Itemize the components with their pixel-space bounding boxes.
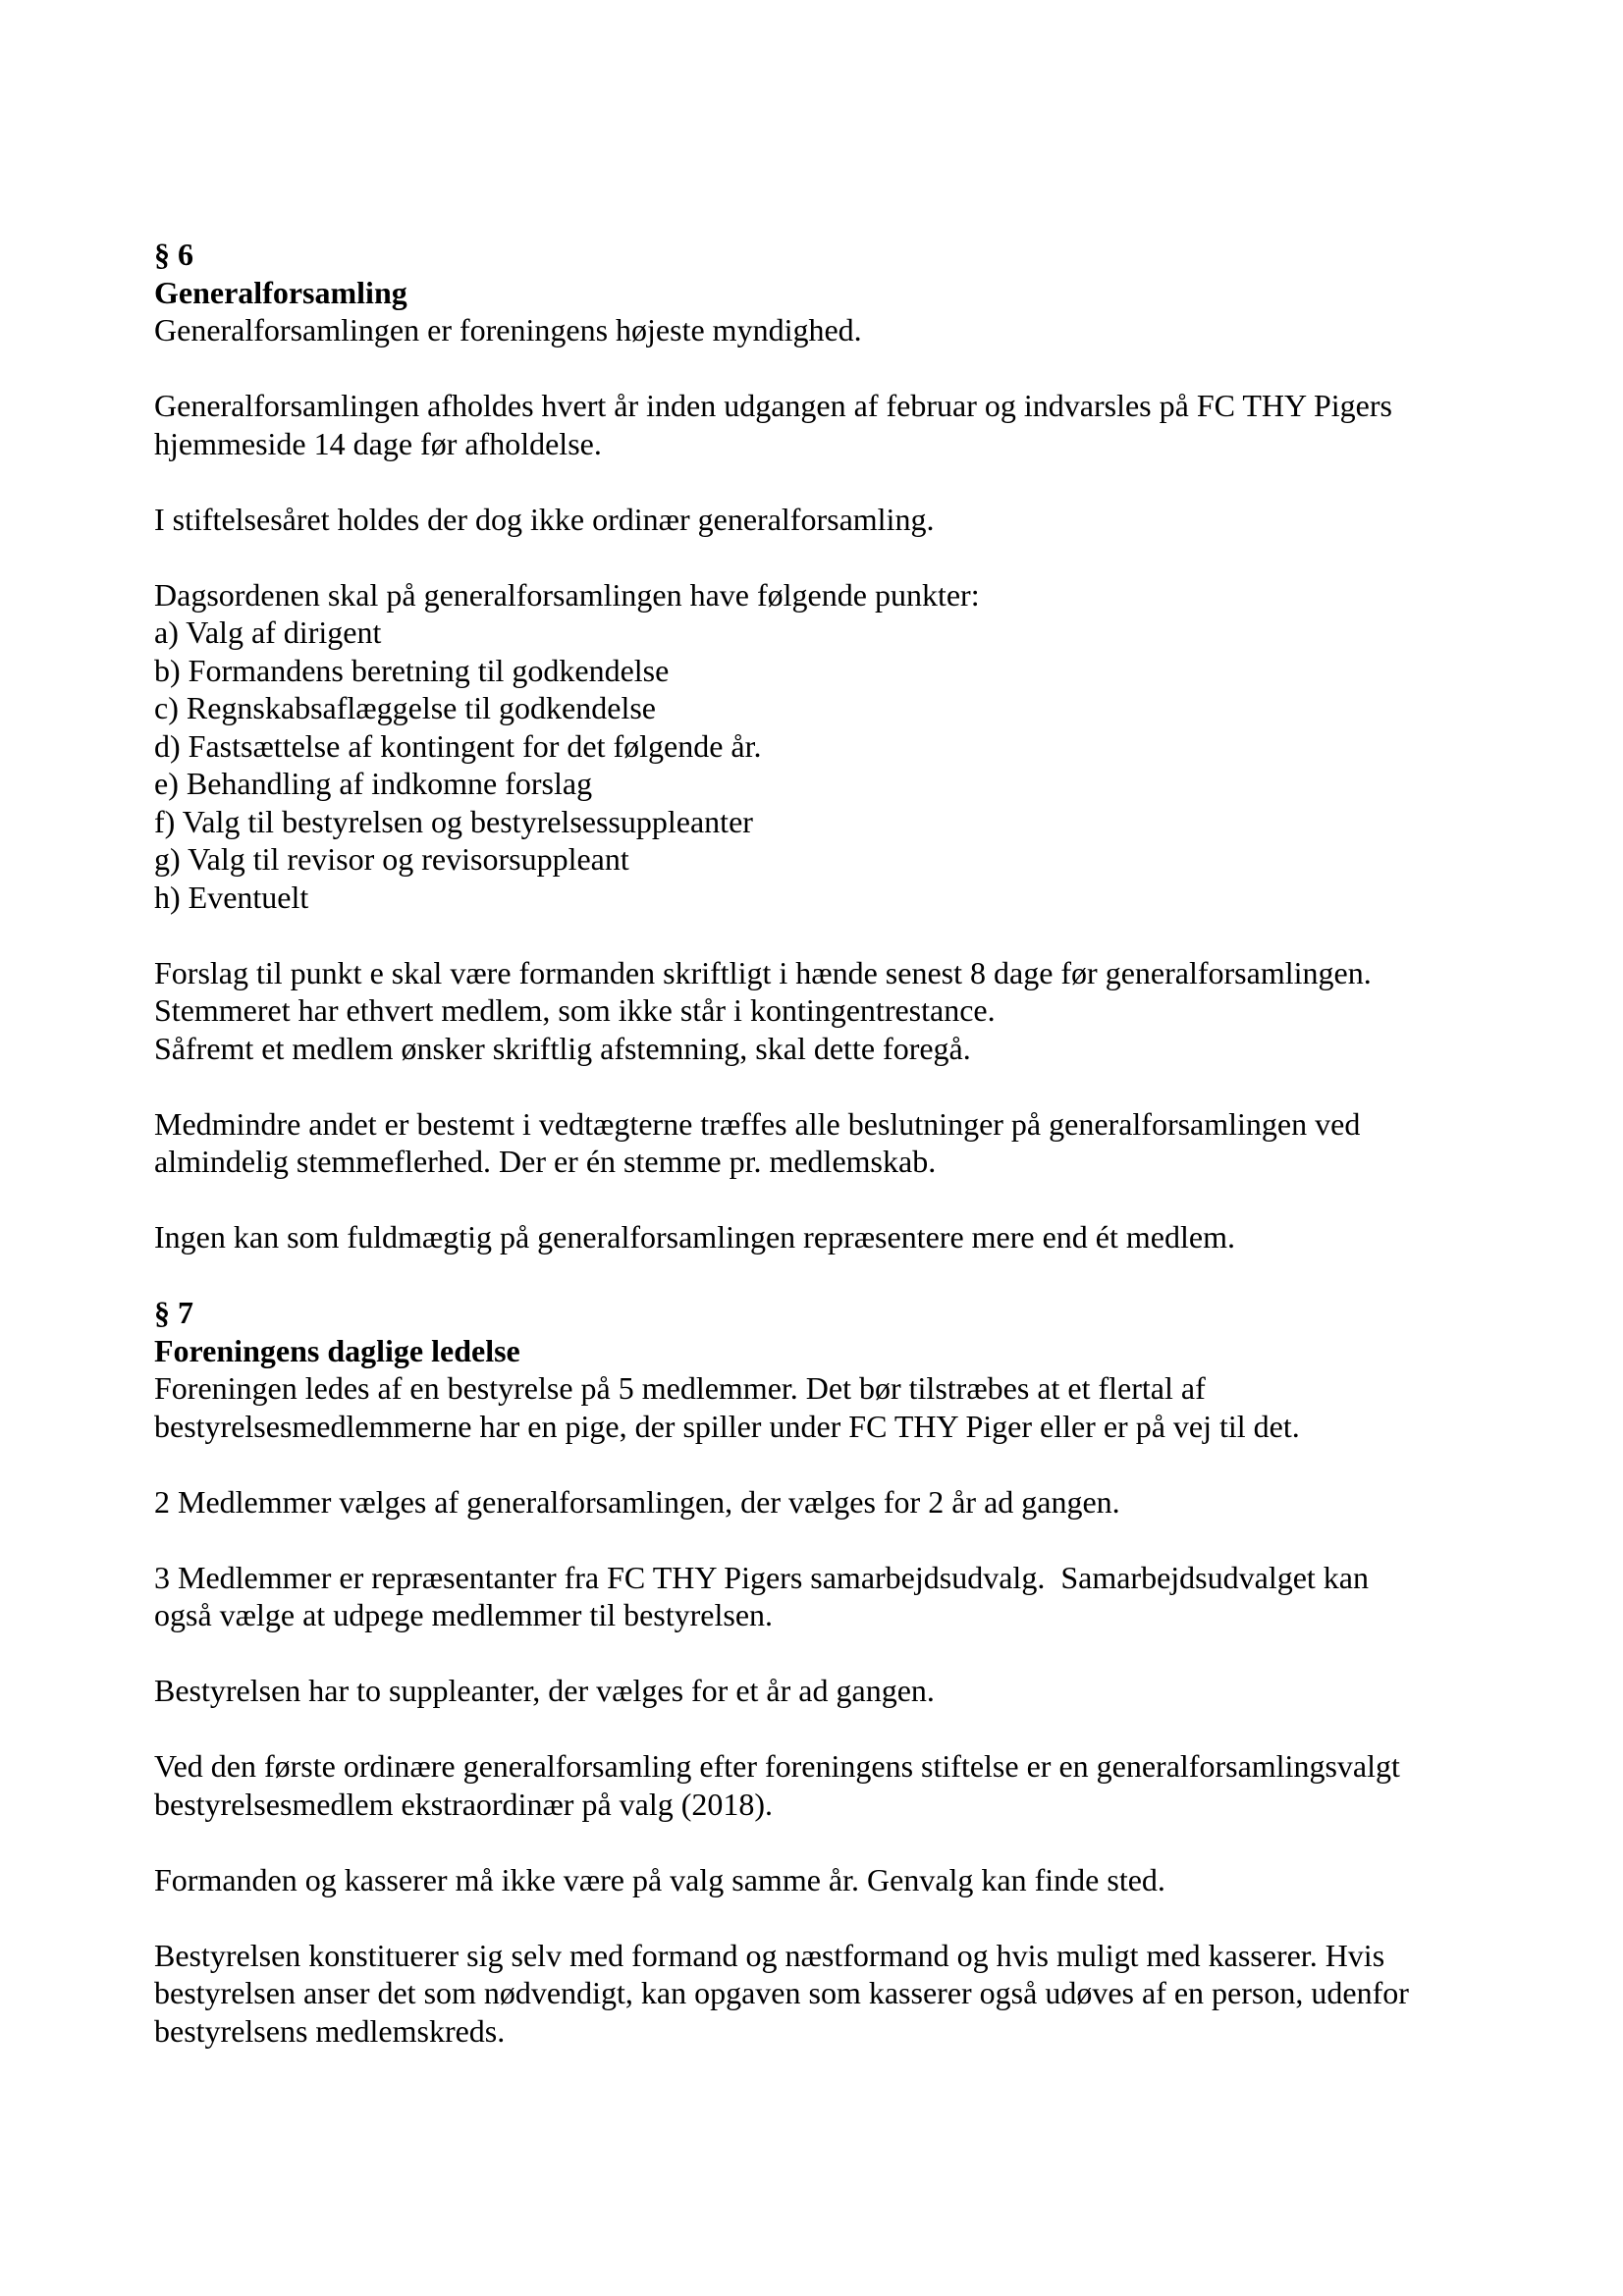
- paragraph-spacer: [154, 1445, 1509, 1483]
- section-7-title: Foreningens daglige ledelse: [154, 1332, 520, 1368]
- section-7-paragraph-line: bestyrelsesmedlem ekstraordinær på valg (2018).: [154, 1786, 774, 1822]
- section-7-paragraph-line: bestyrelsens medlemskreds.: [154, 2012, 506, 2049]
- section-7-paragraph-line: 3 Medlemmer er repræsentanter fra FC THY Pigers samarbejdsudvalg. Samarbejdsudvalget kan: [154, 1559, 1369, 1595]
- section-6-paragraph-line: Medmindre andet er bestemt i vedtægterne træffes alle beslutninger på generalforsamlingen ved: [154, 1105, 1361, 1142]
- section-6-paragraph-line: Generalforsamlingen er foreningens højeste myndighed.: [154, 312, 862, 347]
- section-6-paragraph-line: almindelig stemmeflerhed. Der er én stemme pr. medlemskab.: [154, 1144, 937, 1179]
- paragraph-spacer: [154, 349, 1509, 388]
- paragraph-spacer: [154, 462, 1509, 501]
- section-6-paragraph-line: I stiftelsesåret holdes der dog ikke ordinær generalforsamling.: [154, 501, 935, 537]
- section-7-paragraph-line: bestyrelsen anser det som nødvendigt, kan opgaven som kasserer også udøves af en person, udenfor: [154, 1975, 1409, 2010]
- paragraph-spacer: [154, 1823, 1509, 1861]
- agenda-intro: Dagsordenen skal på generalforsamlingen have følgende punkter:: [154, 576, 980, 613]
- section-7-paragraph-line: også vælge at udpege medlemmer til bestyrelsen.: [154, 1597, 774, 1632]
- section-7-number: § 7: [154, 1295, 193, 1330]
- section-6-paragraph-line: Såfremt et medlem ønsker skriftlig afstemning, skal dette foregå.: [154, 1030, 971, 1066]
- section-7-paragraph-line: 2 Medlemmer vælges af generalforsamlingen, der vælges for 2 år ad gangen.: [154, 1483, 1120, 1520]
- section-6-paragraph-line: hjemmeside 14 dage før afholdelse.: [154, 425, 602, 461]
- agenda-item: d) Fastsættelse af kontingent for det følgende år.: [154, 727, 762, 764]
- section-7-paragraph-line: Foreningen ledes af en bestyrelse på 5 medlemmer. Det bør tilstræbes at et flertal af: [154, 1370, 1206, 1406]
- section-6-paragraph-line: Generalforsamlingen afholdes hvert år inden udgangen af februar og indvarsles på FC THY Pigers: [154, 388, 1392, 423]
- section-6-paragraph-line: Ingen kan som fuldmægtig på generalforsamlingen repræsentere mere end ét medlem.: [154, 1219, 1235, 1255]
- paragraph-spacer: [154, 1067, 1509, 1105]
- paragraph-spacer: [154, 538, 1509, 576]
- section-6-number: § 6: [154, 237, 193, 272]
- agenda-item: h) Eventuelt: [154, 879, 309, 915]
- section-7-paragraph-line: Bestyrelsen konstituerer sig selv med formand og næstformand og hvis muligt med kasserer. Hvis: [154, 1937, 1385, 1973]
- agenda-item: e) Behandling af indkomne forslag: [154, 766, 593, 801]
- section-6-paragraph-line: Forslag til punkt e skal være formanden skriftligt i hænde senest 8 dage før generalforsamlingen.: [154, 954, 1372, 990]
- paragraph-spacer: [154, 1634, 1509, 1673]
- agenda-item: g) Valg til revisor og revisorsuppleant: [154, 841, 629, 877]
- paragraph-spacer: [154, 916, 1509, 954]
- agenda-item: f) Valg til bestyrelsen og bestyrelsessuppleanter: [154, 803, 753, 839]
- paragraph-spacer: [154, 1256, 1509, 1295]
- paragraph-spacer: [154, 1521, 1509, 1559]
- agenda-item: a) Valg af dirigent: [154, 614, 382, 650]
- section-7-paragraph-line: Ved den første ordinære generalforsamling efter foreningens stiftelse er en generalforsamlingsvalgt: [154, 1748, 1400, 1784]
- paragraph-spacer: [154, 1181, 1509, 1219]
- paragraph-spacer: [154, 1710, 1509, 1748]
- section-7-paragraph-line: bestyrelsesmedlemmerne har en pige, der spiller under FC THY Piger eller er på vej til det.: [154, 1408, 1300, 1444]
- section-6-title: Generalforsamling: [154, 274, 407, 310]
- document-page: [154, 236, 1509, 2050]
- agenda-item: c) Regnskabsaflæggelse til godkendelse: [154, 690, 656, 725]
- section-7-paragraph-line: Bestyrelsen har to suppleanter, der vælges for et år ad gangen.: [154, 1673, 935, 1708]
- agenda-item: b) Formandens beretning til godkendelse: [154, 652, 670, 688]
- section-7-paragraph-line: Formanden og kasserer må ikke være på valg samme år. Genvalg kan finde sted.: [154, 1861, 1165, 1897]
- paragraph-spacer: [154, 1898, 1509, 1937]
- section-6-paragraph-line: Stemmeret har ethvert medlem, som ikke står i kontingentrestance.: [154, 992, 996, 1028]
